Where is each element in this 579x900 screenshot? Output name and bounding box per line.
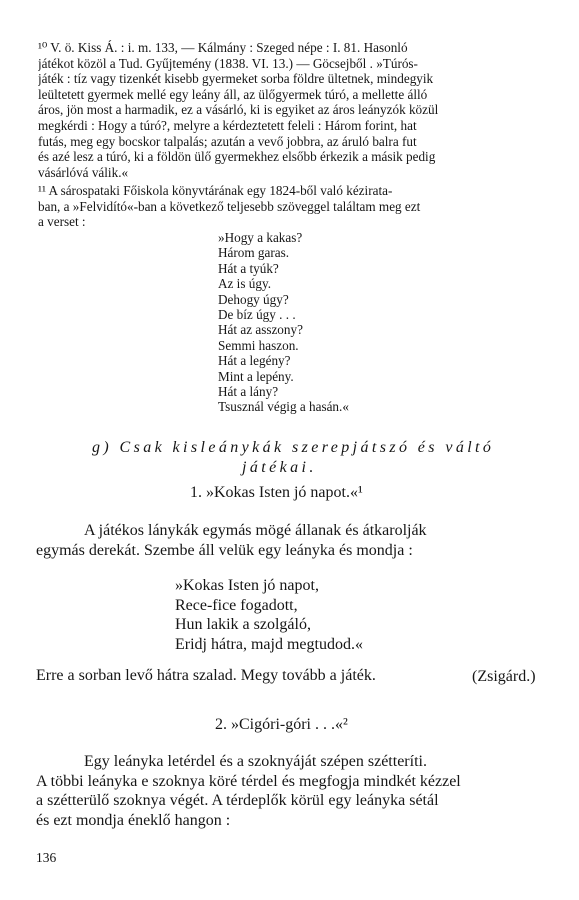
- footnote-line: ¹⁰ V. ö. Kiss Á. : i. m. 133, — Kálmány : Szeged népe : I. 81. Hasonló: [38, 40, 408, 55]
- footnote-poem: [218, 230, 349, 415]
- poem-line: Dehogy úgy?: [218, 291, 289, 307]
- verse-line: Rece-fice fogadott,: [175, 596, 298, 614]
- paragraph-line: A játékos lánykák egymás mögé állanak és átkarolják: [84, 522, 427, 539]
- footnote-line: és azé lesz a túró, ki a földön ülő gyermekhez elsőbb érkezik a másik pedig: [38, 149, 436, 165]
- poem-line: De bíz úgy . . .: [218, 307, 296, 323]
- footnote-line: áros, jön most a harmadik, ez a vásárló, ki is egyiket az áros leányzók közül: [38, 102, 439, 118]
- poem-line: »Hogy a kakas?: [218, 230, 303, 245]
- section-heading-line: játékai.: [242, 459, 317, 476]
- footnote-line: futás, meg egy bocskor talpalás; azután a vevő jobbra, az áruló balra fut: [38, 133, 417, 149]
- game-2-heading: 2. »Cigóri-góri . . .«²: [215, 716, 348, 733]
- paragraph-line: A többi leányka e szoknya köré térdel és megfogja mindkét kézzel: [36, 772, 461, 790]
- footnote-line: vásárlóvá válik.«: [38, 164, 129, 180]
- footnote-line: a verset :: [38, 214, 86, 230]
- poem-line: Semmi haszon.: [218, 337, 299, 353]
- game-1-heading: 1. »Kokas Isten jó napot.«¹: [190, 484, 363, 501]
- footnote-line: megkérdi : Hogy a túró?, melyre a kérdeztetett feleli : Három forint, hat: [38, 117, 417, 133]
- closing-line: Erre a sorban levő hátra szalad. Megy tovább a játék.: [36, 667, 376, 684]
- poem-line: Mint a lepény.: [218, 368, 294, 384]
- poem-line: Hát a lány?: [218, 384, 279, 400]
- verse-line: »Kokas Isten jó napot,: [175, 577, 319, 594]
- section-heading: [92, 438, 532, 478]
- game-1-paragraph: [36, 521, 552, 560]
- poem-line: Hát a tyúk?: [218, 260, 279, 276]
- footnote-line: ¹¹ A sárospataki Főiskola könyvtárának egy 1824-ből való kézirata-: [38, 183, 393, 198]
- paragraph-line: a szétterülő szoknya végét. A térdeplők körül egy leányka sétál: [36, 792, 439, 809]
- poem-line: Az is úgy.: [218, 276, 271, 292]
- footnote-11: [38, 183, 553, 230]
- game-1-verse: [175, 576, 363, 654]
- game-2-paragraph: [36, 752, 552, 830]
- paragraph-line: Egy leányka letérdel és a szoknyáját szépen szétteríti.: [84, 753, 427, 770]
- poem-line: Tsusznál végig a hasán.«: [218, 399, 349, 415]
- footnote-10: [38, 40, 553, 180]
- source-location: (Zsigárd.): [472, 668, 536, 685]
- paragraph-line: egymás derekát. Szembe áll velük egy leányka és mondja :: [36, 541, 413, 559]
- footnote-line: leültetett gyermek mellé egy leány áll, az ülőgyermek túró, a mellette álló: [38, 86, 428, 102]
- footnote-line: játékot közöl a Tud. Gyűjtemény (1838. VI. 13.) — Göcsejből . »Túrós-: [38, 55, 418, 71]
- section-heading-line: g) Csak kisleánykák szerepjátszó és váltó: [92, 439, 495, 456]
- footnote-line: játék : tíz vagy tizenkét kisebb gyermeket sorba földre ültetnek, mindegyik: [38, 71, 434, 87]
- page-number: 136: [36, 850, 57, 865]
- verse-line: Eridj hátra, majd megtudod.«: [175, 635, 363, 653]
- paragraph-line: és ezt mondja éneklő hangon :: [36, 811, 231, 829]
- poem-line: Hát az asszony?: [218, 322, 303, 338]
- footnote-line: ban, a »Felvidító«-ban a következő teljesebb szöveggel találtam meg ezt: [38, 198, 421, 214]
- verse-line: Hun lakik a szolgáló,: [175, 616, 311, 633]
- poem-line: Három garas.: [218, 245, 290, 261]
- poem-line: Hát a legény?: [218, 353, 291, 369]
